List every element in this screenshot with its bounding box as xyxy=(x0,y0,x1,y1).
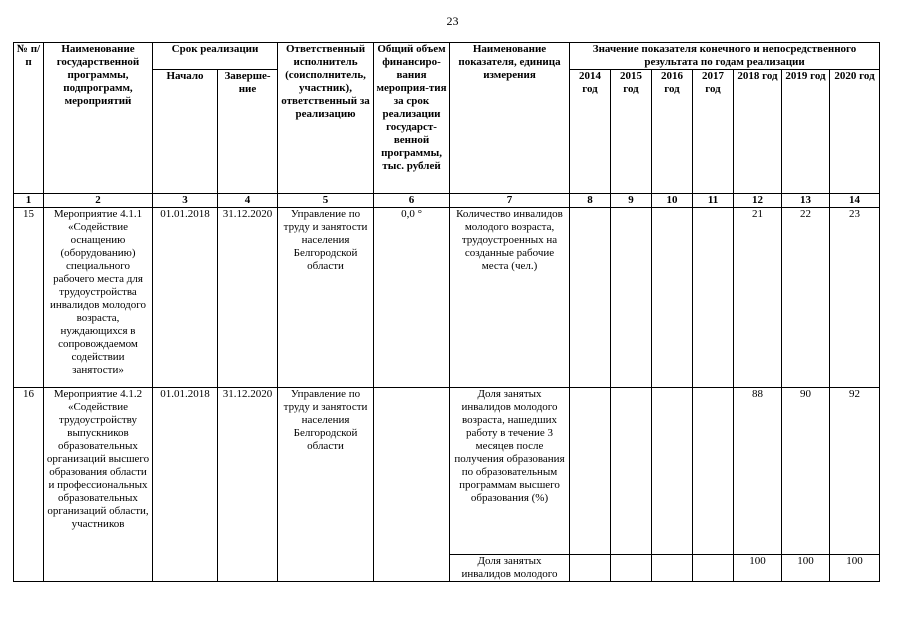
header-year: 2014 год xyxy=(570,70,611,194)
row-value: 90 xyxy=(782,388,830,555)
row-value xyxy=(570,388,611,555)
header-row-1 xyxy=(14,43,880,70)
column-number: 13 xyxy=(782,194,830,208)
row-start: 01.01.2018 xyxy=(153,208,218,388)
column-number-row xyxy=(14,194,880,208)
row-name: Мероприятие 4.1.2 «Содействие трудоустройству выпускников образовательных организаций высшего образования области и профессиональных образовательных организаций области, участников xyxy=(44,388,153,582)
column-number: 3 xyxy=(153,194,218,208)
row-value xyxy=(693,208,734,388)
row-value xyxy=(693,388,734,555)
header-values: Значение показателя конечного и непосредственного результата по годам реализации xyxy=(570,43,880,70)
row-value xyxy=(570,208,611,388)
header-start: Начало xyxy=(153,70,218,194)
column-number: 2 xyxy=(44,194,153,208)
column-number: 14 xyxy=(830,194,880,208)
header-term: Срок реализации xyxy=(153,43,278,70)
column-number: 10 xyxy=(652,194,693,208)
row-start: 01.01.2018 xyxy=(153,388,218,582)
row-value xyxy=(611,555,652,582)
header-year: 2017 год xyxy=(693,70,734,194)
column-number: 9 xyxy=(611,194,652,208)
row-value xyxy=(611,208,652,388)
page-number: 23 xyxy=(446,14,459,28)
row-value: 100 xyxy=(734,555,782,582)
column-number: 11 xyxy=(693,194,734,208)
table-row xyxy=(14,208,880,388)
row-value: 92 xyxy=(830,388,880,555)
row-value: 22 xyxy=(782,208,830,388)
row-end: 31.12.2020 xyxy=(218,388,278,582)
row-value: 88 xyxy=(734,388,782,555)
column-number: 4 xyxy=(218,194,278,208)
header-name: Наименование государственной программы, подпрограмм, мероприятий xyxy=(44,43,153,194)
program-table xyxy=(13,42,880,582)
row-value: 23 xyxy=(830,208,880,388)
header-executor: Ответственный исполнитель (соисполнитель, участник), ответственный за реализацию xyxy=(278,43,374,194)
column-number: 12 xyxy=(734,194,782,208)
row-executor: Управление по труду и занятости населения Белгородской области xyxy=(278,388,374,582)
row-value: 100 xyxy=(830,555,880,582)
table-row xyxy=(14,388,880,555)
row-indicator: Доля занятых инвалидов молодого xyxy=(450,555,570,582)
header-indicator: Наименование показателя, единица измерения xyxy=(450,43,570,194)
column-number: 8 xyxy=(570,194,611,208)
header-year: 2019 год xyxy=(782,70,830,194)
row-executor: Управление по труду и занятости населения Белгородской области xyxy=(278,208,374,388)
header-year: 2015 год xyxy=(611,70,652,194)
header-year: 2020 год xyxy=(830,70,880,194)
column-number: 7 xyxy=(450,194,570,208)
row-value xyxy=(652,208,693,388)
row-indicator: Доля занятых инвалидов молодого возраста, нашедших работу в течение 3 месяцев после получения образования по образовательным программам высшего образования (%) xyxy=(450,388,570,555)
row-value: 100 xyxy=(782,555,830,582)
row-value xyxy=(611,388,652,555)
row-value xyxy=(693,555,734,582)
row-end: 31.12.2020 xyxy=(218,208,278,388)
row-value xyxy=(570,555,611,582)
row-no: 15 xyxy=(14,208,44,388)
row-funding: 0,0 ° xyxy=(374,208,450,388)
column-number: 6 xyxy=(374,194,450,208)
row-no: 16 xyxy=(14,388,44,582)
header-funding: Общий объем финансиро-вания мероприя-тия за срок реализации государст-венной программы, тыс. рублей xyxy=(374,43,450,194)
header-year: 2018 год xyxy=(734,70,782,194)
row-name: Мероприятие 4.1.1 «Содействие оснащению (оборудованию) специального рабочего места для трудоустройства инвалидов молодого возраста, нуждающихся в сопровождаемом содействии занятости» xyxy=(44,208,153,388)
row-indicator: Количество инвалидов молодого возраста, трудоустроенных на созданные рабочие места (чел.) xyxy=(450,208,570,388)
row-funding xyxy=(374,388,450,582)
row-value xyxy=(652,555,693,582)
row-value: 21 xyxy=(734,208,782,388)
column-number: 1 xyxy=(14,194,44,208)
header-year: 2016 год xyxy=(652,70,693,194)
column-number: 5 xyxy=(278,194,374,208)
row-value xyxy=(652,388,693,555)
header-end: Заверше-ние xyxy=(218,70,278,194)
header-no: № п/п xyxy=(14,43,44,194)
